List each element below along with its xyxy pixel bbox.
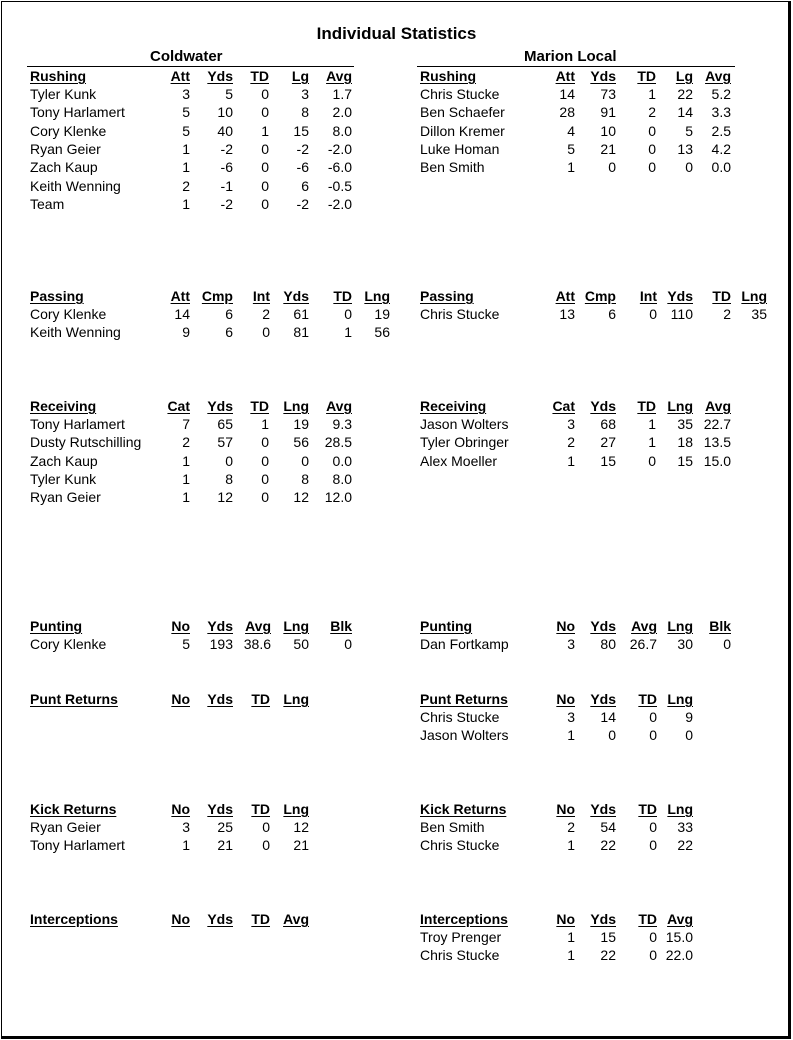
column-header: Yds [667, 288, 693, 304]
column-header: Yds [207, 398, 233, 414]
stat-cell: -2 [296, 140, 309, 157]
column-header: Lng [741, 288, 767, 304]
stat-cell: 10 [600, 122, 616, 139]
player-name: Dan Fortkamp [420, 636, 509, 652]
section-title: Interceptions [30, 911, 118, 927]
column-header: Yds [590, 801, 616, 817]
stat-cell: 0 [649, 929, 657, 945]
stat-cell: 56 [293, 434, 309, 451]
column-header: Int [252, 288, 270, 304]
stat-cell: 8.0 [332, 122, 352, 139]
section-title: Kick Returns [420, 801, 507, 817]
stat-cell: -6 [220, 159, 233, 176]
stat-cell: 68 [600, 416, 616, 432]
stat-cell: 0 [262, 819, 270, 835]
player-name: Tony Harlamert [30, 104, 125, 121]
stat-cell: 0 [648, 140, 656, 157]
stat-cell: 73 [600, 86, 616, 102]
stat-cell: 6 [301, 177, 309, 194]
stat-cell: -2 [220, 195, 233, 212]
column-header: No [556, 911, 575, 927]
player-name: Cory Klenke [30, 306, 107, 322]
column-header: TD [638, 691, 657, 707]
column-header: Yds [207, 618, 233, 634]
stat-cell: 1 [567, 727, 575, 744]
player-name: Chris Stucke [420, 86, 500, 102]
stat-cell: 3 [301, 86, 309, 102]
player-name: Cory Klenke [30, 122, 107, 139]
player-name: Tony Harlamert [30, 837, 125, 854]
stat-cell: 30 [677, 636, 693, 652]
stat-cell: 0 [723, 636, 731, 652]
page-title: Individual Statistics [316, 24, 477, 43]
stat-cell: 0 [344, 306, 352, 322]
player-name: Keith Wenning [30, 177, 121, 194]
stat-cell: 1 [182, 452, 190, 469]
player-name: Luke Homan [420, 140, 500, 157]
player-name: Chris Stucke [420, 947, 500, 964]
stat-cell: 1 [648, 86, 656, 102]
stat-cell: 0 [649, 819, 657, 835]
stat-cell: 25 [217, 819, 233, 835]
stat-cell: 7 [182, 416, 190, 432]
stat-cell: 1 [261, 416, 269, 432]
column-header: No [171, 691, 190, 707]
stat-cell: 0 [261, 452, 269, 469]
column-header: Att [170, 288, 190, 304]
section-title: Passing [30, 288, 84, 304]
stat-cell: 1 [648, 416, 656, 432]
stat-cell: 3 [567, 416, 575, 432]
stat-cell: 5 [182, 122, 190, 139]
column-header: Lng [283, 398, 309, 414]
stat-cell: 6 [225, 306, 233, 322]
column-header: Lng [667, 801, 693, 817]
column-header: Yds [590, 618, 616, 634]
stat-cell: 1 [182, 489, 190, 506]
column-header: Lng [283, 691, 309, 707]
stat-cell: 5 [685, 122, 693, 139]
stat-cell: 0 [648, 159, 656, 176]
column-header: TD [250, 68, 269, 84]
stat-cell: 15.0 [665, 929, 693, 945]
column-header: Int [639, 288, 657, 304]
stat-cell: -0.5 [327, 177, 352, 194]
stat-cell: 0 [649, 837, 657, 854]
stat-cell: 50 [293, 636, 309, 652]
stat-cell: 2 [648, 104, 656, 121]
stat-cell: 1 [182, 140, 190, 157]
stat-cell: 5.2 [711, 86, 731, 102]
stat-cell: 15 [600, 929, 616, 945]
player-name: Tony Harlamert [30, 416, 125, 432]
stat-cell: 3 [182, 819, 190, 835]
stat-cell: 0 [649, 947, 657, 964]
stat-cell: 1 [261, 122, 269, 139]
stat-cell: 28 [559, 104, 575, 121]
stat-cell: 61 [293, 306, 309, 322]
stat-cell: 14 [559, 86, 575, 102]
stat-cell: 0 [261, 159, 269, 176]
stat-cell: 81 [293, 324, 309, 341]
team-name-left: Coldwater [150, 48, 223, 65]
stat-cell: 1 [182, 470, 190, 487]
column-header: Yds [207, 801, 233, 817]
stat-cell: 6 [608, 306, 616, 322]
stat-cell: 22.0 [665, 947, 693, 964]
column-header: TD [712, 288, 731, 304]
stat-cell: 65 [217, 416, 233, 432]
stat-cell: 21 [217, 837, 233, 854]
stat-cell: 3.3 [711, 104, 731, 121]
stat-cell: 15 [677, 452, 693, 469]
stat-cell: 1 [182, 159, 190, 176]
stat-cell: 22 [677, 86, 693, 102]
section-title: Receiving [420, 398, 487, 414]
column-header: Att [555, 288, 575, 304]
stat-cell: -1 [220, 177, 233, 194]
column-header: Lg [675, 68, 693, 84]
stat-cell: 28.5 [324, 434, 352, 451]
stat-cell: 0 [225, 452, 233, 469]
stat-cell: 0 [261, 140, 269, 157]
column-header: Lg [291, 68, 309, 84]
column-header: No [171, 618, 190, 634]
stat-cell: 33 [677, 819, 693, 835]
stat-cell: 0 [261, 434, 269, 451]
stat-cell: 15 [600, 452, 616, 469]
stat-cell: 0 [261, 104, 269, 121]
stat-cell: 0 [261, 195, 269, 212]
player-name: Ryan Geier [30, 819, 101, 835]
stat-cell: 26.7 [629, 636, 657, 652]
section-title: Punt Returns [420, 691, 508, 707]
stat-cell: 1 [182, 837, 190, 854]
stat-cell: 0 [261, 489, 269, 506]
stat-cell: 0 [648, 122, 656, 139]
player-name: Tyler Kunk [30, 86, 97, 102]
player-name: Jason Wolters [420, 727, 509, 744]
column-header: Cmp [201, 288, 233, 304]
stat-cell: 19 [293, 416, 309, 432]
stat-cell: 13 [677, 140, 693, 157]
player-name: Cory Klenke [30, 636, 107, 652]
stat-cell: 15.0 [703, 452, 731, 469]
stat-cell: 8.0 [332, 470, 352, 487]
stat-cell: 8 [301, 104, 309, 121]
column-header: No [171, 911, 190, 927]
column-header: Lng [283, 618, 309, 634]
stat-cell: 0 [648, 452, 656, 469]
column-header: Lng [667, 618, 693, 634]
stat-cell: -2.0 [327, 140, 352, 157]
stat-cell: 4.2 [711, 140, 731, 157]
player-name: Zach Kaup [30, 452, 98, 469]
column-header: Yds [590, 68, 616, 84]
column-header: TD [637, 398, 656, 414]
stat-cell: 22 [600, 837, 616, 854]
stat-cell: 2 [723, 306, 731, 322]
stat-cell: 1 [567, 159, 575, 176]
column-header: TD [251, 801, 270, 817]
stat-cell: 14 [174, 306, 190, 322]
stat-cell: 5 [567, 140, 575, 157]
stat-cell: 13 [559, 306, 575, 322]
stat-cell: 22 [677, 837, 693, 854]
stat-cell: 0 [649, 709, 657, 725]
stat-cell: 1 [182, 195, 190, 212]
stat-cell: 9 [685, 709, 693, 725]
stat-cell: 9 [182, 324, 190, 341]
column-header: Yds [207, 68, 233, 84]
section-title: Punting [420, 618, 473, 634]
stat-cell: 0.0 [711, 159, 731, 176]
column-header: Blk [330, 618, 352, 634]
section-title: Punting [30, 618, 83, 634]
stat-cell: 0 [344, 636, 352, 652]
stat-cell: 0 [262, 324, 270, 341]
stat-cell: 6 [225, 324, 233, 341]
column-header: No [171, 801, 190, 817]
player-name: Team [30, 195, 65, 212]
column-header: Yds [283, 288, 309, 304]
stat-cell: 1 [344, 324, 352, 341]
stat-cell: 5 [182, 104, 190, 121]
stat-cell: 15 [293, 122, 309, 139]
team-rule-left [27, 66, 354, 67]
stat-cell: 1 [567, 929, 575, 945]
player-name: Chris Stucke [420, 306, 500, 322]
column-header: Yds [207, 911, 233, 927]
stat-cell: 3 [567, 709, 575, 725]
column-header: Avg [326, 68, 352, 84]
player-name: Troy Prenger [420, 929, 502, 945]
stat-cell: 12.0 [324, 489, 352, 506]
stat-cell: 0 [685, 159, 693, 176]
column-header: TD [638, 801, 657, 817]
stat-cell: 18 [677, 434, 693, 451]
column-header: No [556, 691, 575, 707]
stat-cell: 0 [685, 727, 693, 744]
stat-cell: 12 [293, 819, 309, 835]
section-title: Rushing [30, 68, 86, 84]
stat-cell: 0 [608, 159, 616, 176]
stat-cell: 0 [261, 177, 269, 194]
column-header: Avg [705, 398, 731, 414]
stat-cell: 22.7 [703, 416, 731, 432]
stat-cell: 1 [648, 434, 656, 451]
stat-cell: 57 [217, 434, 233, 451]
stat-cell: 1 [567, 837, 575, 854]
column-header: Lng [667, 398, 693, 414]
team-name-right: Marion Local [524, 48, 617, 65]
stat-cell: 3 [567, 636, 575, 652]
column-header: Att [170, 68, 190, 84]
stat-cell: 2 [182, 434, 190, 451]
player-name: Zach Kaup [30, 159, 98, 176]
player-name: Ryan Geier [30, 489, 101, 506]
stat-cell: 21 [293, 837, 309, 854]
column-header: Avg [705, 68, 731, 84]
stat-cell: 110 [670, 306, 693, 322]
stat-cell: 27 [600, 434, 616, 451]
stat-cell: 0 [608, 727, 616, 744]
stat-cell: 35 [751, 306, 767, 322]
stat-cell: 0 [261, 86, 269, 102]
stat-cell: 9.3 [332, 416, 352, 432]
stat-cell: 13.5 [703, 434, 731, 451]
player-name: Alex Moeller [420, 452, 498, 469]
stat-cell: 8 [301, 470, 309, 487]
stat-cell: 0 [649, 306, 657, 322]
column-header: TD [637, 68, 656, 84]
column-header: Yds [590, 691, 616, 707]
column-header: Cat [552, 398, 575, 414]
column-header: TD [333, 288, 352, 304]
stat-cell: 10 [217, 104, 233, 121]
stat-cell: 0 [262, 837, 270, 854]
stat-cell: 4 [567, 122, 575, 139]
column-header: TD [251, 691, 270, 707]
player-name: Dusty Rutschilling [30, 434, 142, 451]
column-header: Lng [364, 288, 390, 304]
stat-cell: 14 [677, 104, 693, 121]
stat-cell: 22 [600, 947, 616, 964]
column-header: Yds [590, 911, 616, 927]
column-header: Avg [631, 618, 657, 634]
stat-cell: 54 [600, 819, 616, 835]
stat-cell: -2.0 [327, 195, 352, 212]
stat-cell: -2 [220, 140, 233, 157]
player-name: Chris Stucke [420, 709, 500, 725]
section-title: Interceptions [420, 911, 508, 927]
stat-cell: 193 [209, 636, 233, 652]
column-header: Yds [590, 398, 616, 414]
stat-cell: 0 [301, 452, 309, 469]
stat-cell: 19 [374, 306, 390, 322]
stat-cell: 21 [600, 140, 616, 157]
stat-cell: 0 [649, 727, 657, 744]
section-title: Kick Returns [30, 801, 117, 817]
stat-cell: 1 [567, 947, 575, 964]
player-name: Ben Smith [420, 819, 485, 835]
column-header: Cmp [584, 288, 616, 304]
stat-cell: 0 [261, 470, 269, 487]
column-header: TD [250, 398, 269, 414]
column-header: No [556, 618, 575, 634]
stat-cell: 14 [600, 709, 616, 725]
stat-cell: 38.6 [243, 636, 271, 652]
column-header: Avg [283, 911, 309, 927]
stat-cell: -2 [296, 195, 309, 212]
column-header: TD [251, 911, 270, 927]
column-header: Avg [245, 618, 271, 634]
section-title: Passing [420, 288, 474, 304]
stat-cell: 91 [600, 104, 616, 121]
stat-cell: -6.0 [327, 159, 352, 176]
column-header: Att [555, 68, 575, 84]
section-title: Receiving [30, 398, 97, 414]
stat-cell: 5 [182, 636, 190, 652]
player-name: Dillon Kremer [420, 122, 505, 139]
stat-cell: 2.0 [332, 104, 352, 121]
stat-cell: 40 [217, 122, 233, 139]
player-name: Tyler Kunk [30, 470, 97, 487]
player-name: Chris Stucke [420, 837, 500, 854]
column-header: TD [638, 911, 657, 927]
column-header: Yds [207, 691, 233, 707]
player-name: Ben Smith [420, 159, 485, 176]
player-name: Tyler Obringer [420, 434, 509, 451]
stat-cell: 2 [567, 434, 575, 451]
stat-cell: 80 [600, 636, 616, 652]
stat-cell: 8 [225, 470, 233, 487]
player-name: Jason Wolters [420, 416, 509, 432]
player-name: Ben Schaefer [420, 104, 505, 121]
player-name: Keith Wenning [30, 324, 121, 341]
stat-cell: 2.5 [711, 122, 731, 139]
stat-cell: 2 [567, 819, 575, 835]
stat-cell: 56 [374, 324, 390, 341]
stat-cell: 12 [217, 489, 233, 506]
stat-cell: 2 [262, 306, 270, 322]
stat-cell: 5 [225, 86, 233, 102]
column-header: No [556, 801, 575, 817]
section-title: Punt Returns [30, 691, 118, 707]
column-header: Avg [667, 911, 693, 927]
team-rule-right [417, 66, 735, 67]
stat-cell: 2 [182, 177, 190, 194]
stat-cell: 12 [293, 489, 309, 506]
stat-cell: 35 [677, 416, 693, 432]
stat-cell: 1.7 [332, 86, 352, 102]
column-header: Cat [167, 398, 190, 414]
player-name: Ryan Geier [30, 140, 101, 157]
column-header: Lng [667, 691, 693, 707]
stat-cell: 1 [567, 452, 575, 469]
column-header: Avg [326, 398, 352, 414]
column-header: Lng [283, 801, 309, 817]
stat-cell: 3 [182, 86, 190, 102]
section-title: Rushing [420, 68, 476, 84]
stat-cell: 0.0 [332, 452, 352, 469]
stat-cell: -6 [296, 159, 309, 176]
column-header: Blk [709, 618, 731, 634]
